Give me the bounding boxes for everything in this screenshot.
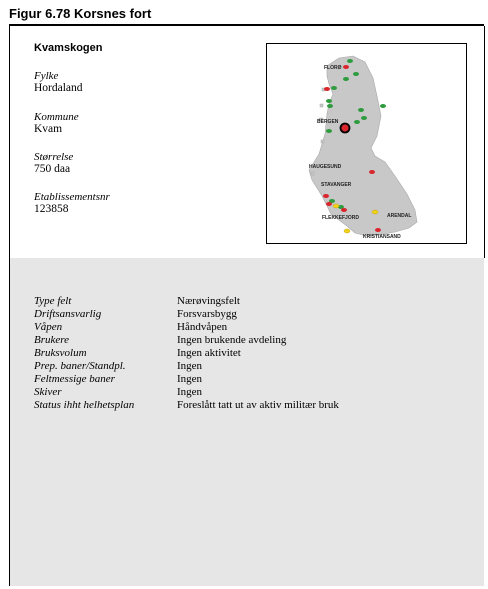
- field-fylke: [34, 70, 83, 95]
- detail-value: Ingen aktivitet: [177, 347, 241, 359]
- field-value: 750 daa: [34, 163, 71, 175]
- label-flekkefjord: FLEKKEFJORD: [322, 215, 359, 221]
- detail-value: Ingen brukende avdeling: [177, 334, 287, 346]
- detail-label: Feltmessige baner: [34, 373, 115, 385]
- detail-value: Foreslått tatt ut av aktiv militær bruk: [177, 399, 339, 411]
- label-arendal: ARENDAL: [387, 213, 412, 219]
- current-site-marker: [341, 124, 350, 133]
- detail-label: Brukere: [34, 334, 70, 346]
- field-label: Fylke: [34, 70, 59, 82]
- detail-label: Prep. baner/Standpl.: [34, 360, 126, 372]
- detail-label: Skiver: [34, 386, 62, 398]
- label-haugesund: HAUGESUND: [309, 164, 342, 170]
- figure-title: Figur 6.78 Korsnes fort: [9, 6, 152, 21]
- field-label: Størrelse: [34, 151, 74, 163]
- title-rule: [9, 24, 484, 26]
- label-bergen: BERGEN: [317, 119, 339, 125]
- detail-value: Håndvåpen: [177, 321, 228, 333]
- map-svg: [267, 44, 466, 243]
- label-floro: FLORØ: [324, 65, 342, 71]
- location-map: [266, 43, 467, 244]
- field-label: Etablissementsnr: [34, 191, 110, 203]
- location-name: Kvamskogen: [34, 42, 103, 54]
- detail-value: Forsvarsbygg: [177, 308, 237, 320]
- field-kommune: [34, 111, 79, 136]
- detail-label: Type felt: [34, 295, 72, 307]
- field-etablissementsnr: [34, 191, 110, 216]
- field-value: Hordaland: [34, 82, 83, 94]
- detail-label: Driftsansvarlig: [34, 308, 102, 320]
- detail-value: Nærøvingsfelt: [177, 295, 240, 307]
- field-value: Kvam: [34, 123, 63, 135]
- field-value: 123858: [34, 203, 69, 215]
- field-label: Kommune: [34, 111, 79, 123]
- detail-value: Ingen: [177, 373, 203, 385]
- detail-label: Bruksvolum: [34, 347, 87, 359]
- detail-value: Ingen: [177, 360, 203, 372]
- detail-value: Ingen: [177, 386, 203, 398]
- label-stavanger: STAVANGER: [321, 182, 352, 188]
- land-shape: [309, 56, 417, 236]
- detail-label: Status ihht helhetsplan: [34, 399, 135, 411]
- label-kristiansand: KRISTIANSAND: [363, 234, 401, 240]
- detail-label: Våpen: [34, 321, 63, 333]
- field-storrelse: [34, 151, 73, 176]
- frame-right-line: [484, 26, 485, 258]
